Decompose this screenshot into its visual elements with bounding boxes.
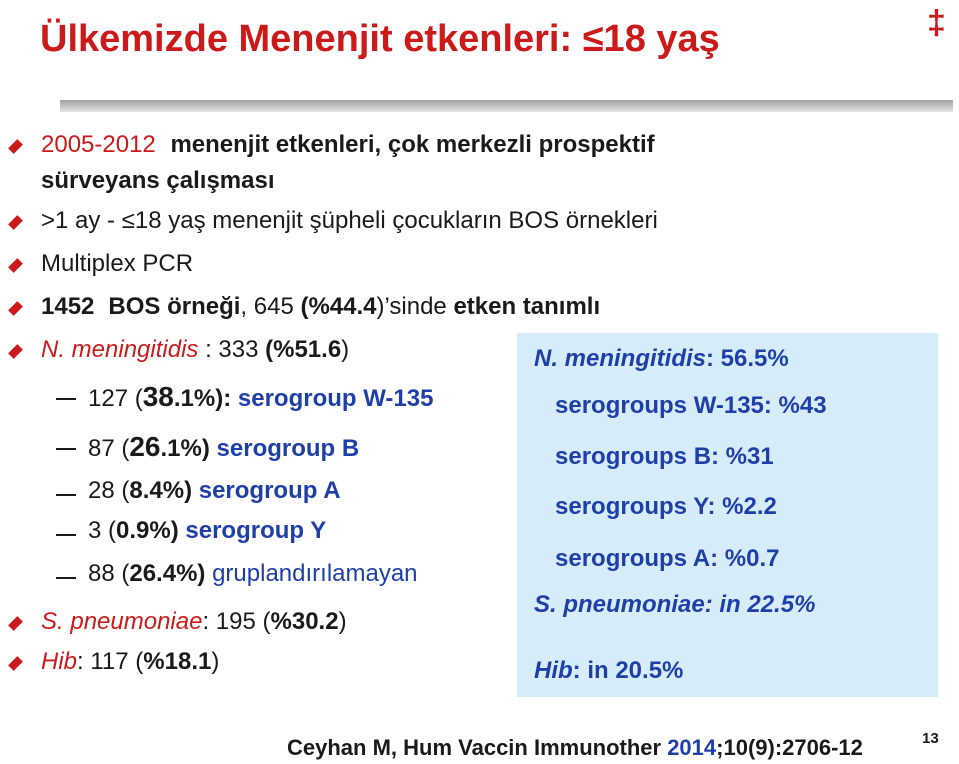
bullet-5-line xyxy=(41,336,349,364)
sub-serogroup: serogroup B xyxy=(216,435,360,462)
box-y: serogroups Y: %2.2 xyxy=(555,493,777,520)
sub-percent: 8.4%) xyxy=(129,477,199,504)
bullet-1-line-2: sürveyans çalışması xyxy=(41,167,275,194)
bullet-icon xyxy=(8,301,23,316)
title-divider xyxy=(60,100,953,112)
sub-serogroup: serogroup W-135 xyxy=(237,385,434,412)
bullet-1-line-1 xyxy=(41,131,655,159)
box-hib-line xyxy=(534,657,683,685)
sub-item-y xyxy=(88,517,326,545)
sp-percent: %30.2 xyxy=(270,608,339,635)
citation-year: 2014 xyxy=(667,735,717,760)
bullet-icon xyxy=(8,139,23,154)
sp-close: ) xyxy=(338,608,347,635)
sub-item-ungrouped xyxy=(88,560,418,588)
bullet-icon xyxy=(8,656,23,671)
sub-percent: 26.4%) xyxy=(129,560,213,587)
box-a: serogroups A: %0.7 xyxy=(555,545,780,572)
dash-marker xyxy=(56,398,76,400)
bos-label: BOS örneği xyxy=(108,293,241,320)
box-nm-line xyxy=(534,345,789,373)
nm-close: ) xyxy=(341,336,350,363)
box-nm-value: : 56.5% xyxy=(706,345,789,372)
box-nm-name: N. meningitidis xyxy=(534,345,707,372)
nm-percent: (%51.6 xyxy=(265,336,342,363)
dash-marker xyxy=(56,494,76,496)
citation-ref: ;10(9):2706-12 xyxy=(716,735,863,760)
hib-count: : 117 ( xyxy=(77,648,144,675)
positive-count: , 645 xyxy=(240,293,301,320)
hib-close: ) xyxy=(211,648,220,675)
bullet-1-text: menenjit etkenleri, çok merkezli prospektif xyxy=(170,131,655,158)
box-sp: S. pneumoniae: in 22.5% xyxy=(534,591,816,618)
summary-box xyxy=(517,333,938,697)
sub-serogroup: serogroup Y xyxy=(185,517,327,544)
sub-serogroup: serogroup A xyxy=(198,477,341,504)
bullet-3-text: Multiplex PCR xyxy=(41,250,194,277)
box-w135: serogroups W-135: %43 xyxy=(555,392,827,419)
etken-label: etken tanımlı xyxy=(453,293,601,320)
sub-percent-int: 38 xyxy=(142,381,174,412)
bullet-icon xyxy=(8,215,23,230)
bullet-4-line xyxy=(41,293,600,321)
box-hib-value: : in 20.5% xyxy=(572,657,684,684)
dagger-mark: ‡ xyxy=(927,4,946,42)
suffix-text: )’sinde xyxy=(376,293,454,320)
box-hib-name: Hib xyxy=(534,657,573,684)
sub-item-b xyxy=(88,431,359,463)
sub-count: 127 ( xyxy=(88,385,143,412)
box-b: serogroups B: %31 xyxy=(555,443,774,470)
sub-serogroup: gruplandırılamayan xyxy=(212,560,418,587)
citation-text: Ceyhan M, Hum Vaccin Immunother xyxy=(287,735,668,760)
sub-count: 88 ( xyxy=(88,560,130,587)
slide-title: Ülkemizde Menenjit etkenleri: ≤18 yaş xyxy=(40,18,720,60)
bullet-icon xyxy=(8,616,23,631)
sub-percent-dec: .1%) xyxy=(160,435,217,462)
hib-percent: %18.1 xyxy=(143,648,212,675)
dash-marker xyxy=(56,577,76,579)
bullet-2-text: >1 ay - ≤18 yaş menenjit şüpheli çocukların BOS örnekleri xyxy=(41,207,658,234)
sub-count: 87 ( xyxy=(88,435,130,462)
positive-percent: (%44.4 xyxy=(300,293,377,320)
bullet-1-year: 2005-2012 xyxy=(41,131,156,158)
nm-count: : 333 xyxy=(198,336,266,363)
bullet-icon xyxy=(8,344,23,359)
sub-item-a xyxy=(88,477,341,505)
sub-item-w135 xyxy=(88,381,433,413)
page-number: 13 xyxy=(922,730,939,747)
nm-name: N. meningitidis xyxy=(41,336,199,363)
bos-count: 1452 xyxy=(41,293,95,320)
sub-percent-dec: .1%): xyxy=(173,385,238,412)
bullet-6-line xyxy=(41,608,347,636)
citation xyxy=(287,735,863,761)
bullet-7-line xyxy=(41,648,219,676)
sub-percent-int: 26 xyxy=(129,431,161,462)
sub-count: 28 ( xyxy=(88,477,130,504)
dash-marker xyxy=(56,534,76,536)
sub-percent: 0.9%) xyxy=(116,517,186,544)
sp-name: S. pneumoniae xyxy=(41,608,203,635)
dash-marker xyxy=(56,448,76,450)
hib-name: Hib xyxy=(41,648,78,675)
bullet-icon xyxy=(8,258,23,273)
sub-count: 3 ( xyxy=(88,517,117,544)
sp-count: : 195 ( xyxy=(202,608,271,635)
